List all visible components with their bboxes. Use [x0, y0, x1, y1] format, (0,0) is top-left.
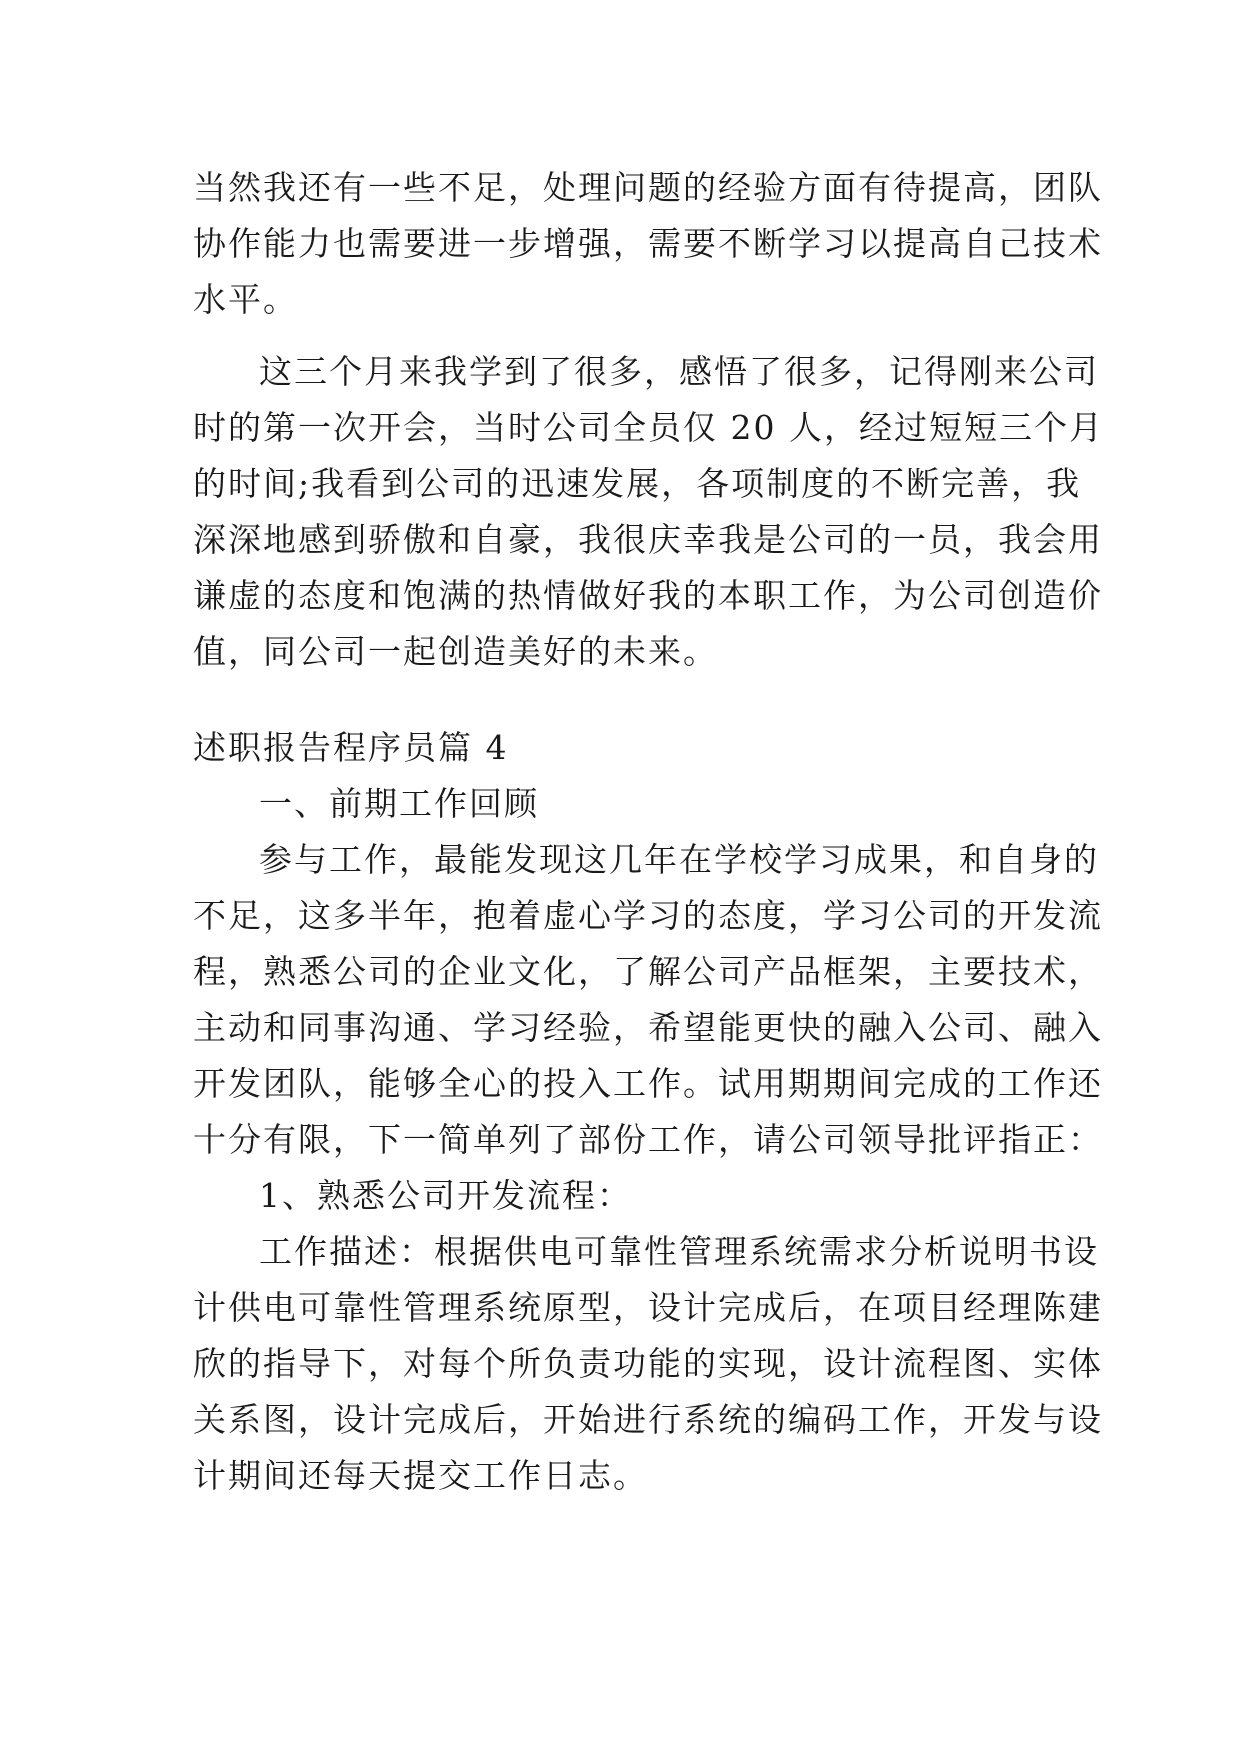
paragraph-line: 水平。 [193, 280, 298, 319]
paragraph-line: 十分有限，下一简单列了部份工作，请公司领导批评指正： [193, 1120, 1103, 1159]
paragraph-line: 计供电可靠性管理系统原型，设计完成后，在项目经理陈建 [193, 1288, 1103, 1327]
section-title: 述职报告程序员篇 4 [193, 728, 509, 767]
paragraph-line: 当然我还有一些不足，处理问题的经验方面有待提高，团队 [193, 168, 1103, 207]
paragraph-line: 欣的指导下，对每个所负责功能的实现，设计流程图、实体 [193, 1344, 1103, 1383]
paragraph-line: 主动和同事沟通、学习经验，希望能更快的融入公司、融入 [193, 1008, 1103, 1047]
paragraph-line: 时的第一次开会，当时公司全员仅 20 人，经过短短三个月 [193, 408, 1104, 447]
document-page [193, 160, 1104, 1504]
paragraph-line: 值，同公司一起创造美好的未来。 [193, 632, 718, 671]
paragraph-line: 协作能力也需要进一步增强，需要不断学习以提高自己技术 [193, 224, 1103, 263]
section-subheading: 一、前期工作回顾 [259, 784, 539, 823]
paragraph-line: 计期间还每天提交工作日志。 [193, 1456, 648, 1495]
paragraph-line: 的时间;我看到公司的迅速发展，各项制度的不断完善，我 [193, 464, 1082, 503]
paragraph-line: 谦虚的态度和饱满的热情做好我的本职工作，为公司创造价 [193, 576, 1103, 615]
item-heading: 1、熟悉公司开发流程： [259, 1176, 632, 1215]
paragraph-line: 不足，这多半年，抱着虚心学习的态度，学习公司的开发流 [193, 896, 1103, 935]
paragraph-line: 关系图，设计完成后，开始进行系统的编码工作，开发与设 [193, 1400, 1103, 1439]
paragraph-line: 这三个月来我学到了很多，感悟了很多，记得刚来公司 [259, 352, 1099, 391]
paragraph-line: 程，熟悉公司的企业文化，了解公司产品框架，主要技术， [193, 952, 1103, 991]
paragraph-line: 开发团队，能够全心的投入工作。试用期期间完成的工作还 [193, 1064, 1103, 1103]
paragraph-line: 参与工作，最能发现这几年在学校学习成果，和自身的 [259, 840, 1099, 879]
paragraph-line: 工作描述：根据供电可靠性管理系统需求分析说明书设 [259, 1232, 1099, 1271]
paragraph-line: 深深地感到骄傲和自豪，我很庆幸我是公司的一员，我会用 [193, 520, 1103, 559]
